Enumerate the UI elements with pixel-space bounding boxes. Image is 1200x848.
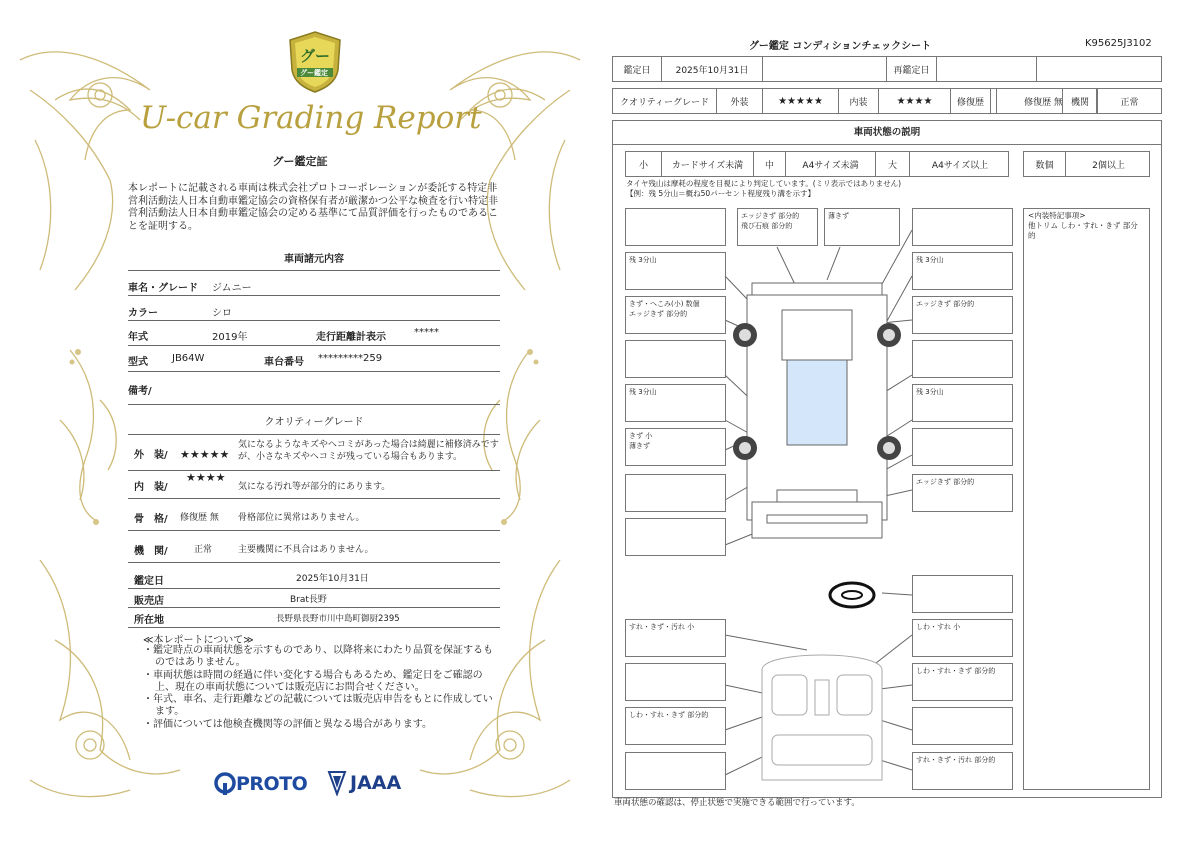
ext-stars: ★★★★★ xyxy=(763,89,839,113)
notes-title: ≪本レポートについて≫ xyxy=(143,635,254,646)
condition-box-tyre-fr: 残 3分山 xyxy=(912,252,1013,290)
spec-row-color: カラー シロ xyxy=(128,296,500,321)
proto-logo-icon xyxy=(214,772,236,796)
condition-box: エッジきず 部分的 xyxy=(912,296,1013,334)
note-item: ・車両状態は時間の経過に伴い変化する場合もあるため、鑑定日をご確認の上、現在の車両状態については販売店にお問合せください。 xyxy=(143,669,483,693)
date-row: 鑑定日 2025年10月31日 再鑑定日 xyxy=(612,56,1162,82)
interior-notes-box: <内装特記事項> 他トリム しわ・すれ・きず 部分的 xyxy=(1023,208,1150,790)
section-title: 車両状態の説明 xyxy=(853,127,921,138)
certificate-intro: 本レポートに記載される車両は株式会社プロトコーポレーションが委託する特定非営利活動法人日本自動車鑑定協会の資格保有者が厳潔かつ公平な検査を行い特定非営利活動法人日本自動車鑑定協会の定める基準にて品質評価を行ったものであることを証明する。 xyxy=(128,183,498,232)
condition-box xyxy=(625,518,726,556)
svg-text:グー: グー xyxy=(299,47,331,65)
grade-row-engine: 機 関/ 正常 主要機関に不具合はありません。 xyxy=(128,531,500,563)
sheet-footer: 車両状態の確認は、停止状態で実施できる範囲で行っています。 xyxy=(614,798,860,808)
sheet-title: グー鑑定 コンディションチェックシート xyxy=(748,41,932,52)
interior-box: すれ・きず・汚れ 小 xyxy=(625,619,726,657)
note-item: ・年式、車名、走行距離などの記載については販売店申告をもとに作成しています。 xyxy=(143,694,493,718)
condition-box: エッジきず 部分的 xyxy=(912,474,1013,512)
spec-row-model: 型式 JB64W 車台番号 *********259 xyxy=(128,346,500,372)
condition-box: きず 小 薄きず xyxy=(625,428,726,466)
condition-box xyxy=(625,474,726,512)
condition-box-tyre-rr: 残 3分山 xyxy=(912,384,1013,422)
interior-box: しわ・すれ・きず 部分的 xyxy=(912,663,1013,701)
info-row-dealer: 販売店 Brat長野 xyxy=(128,589,500,608)
spec-section-header: 車両諸元内容 xyxy=(284,254,344,265)
note-item: ・鑑定時点の車両状態を示すものであり、以降将来にわたり品質を保証するものではありません。 xyxy=(143,645,493,669)
proto-logo: PROTO xyxy=(236,773,308,795)
condition-box xyxy=(625,340,726,378)
certificate-subtitle: グー鑑定証 xyxy=(272,155,328,168)
grade-row-frame: 骨 格/ 修復歴 無 骨格部位に異常はありません。 xyxy=(128,499,500,531)
size-legend: 小 カードサイズ未満 中 A4サイズ未満 大 A4サイズ以上 xyxy=(625,151,1009,177)
interior-box: しわ・すれ・きず 部分的 xyxy=(625,707,726,745)
condition-box-tyre-rl: 残 3分山 xyxy=(625,384,726,422)
steering-wheel-icon xyxy=(830,583,874,607)
badge-label: グー鑑定 xyxy=(300,69,328,77)
quality-grade-header: クオリティーグレード xyxy=(264,417,364,428)
engine-value: 正常 xyxy=(1120,97,1139,108)
notes-list xyxy=(143,645,495,731)
interior-box xyxy=(625,663,726,701)
interior-box: しわ・すれ 小 xyxy=(912,619,1013,657)
interior-stars: ★★★★ xyxy=(186,471,226,484)
tyre-note: タイヤ残山は摩耗の程度を目視により判定しています。(ミリ表示ではありません) 【例：残 5分山＝概ね50パーセント程度残り溝を示す】 xyxy=(626,179,902,198)
goo-kantei-badge-icon xyxy=(286,30,344,94)
document-id: K95625J3102 xyxy=(1085,38,1152,49)
condition-box: 薄きず xyxy=(824,208,900,246)
int-stars: ★★★★ xyxy=(879,89,951,113)
interior-box xyxy=(625,752,726,790)
spec-row-name: 車名・グレード ジムニー xyxy=(128,271,500,296)
report-title: U-car Grading Report xyxy=(140,100,482,136)
interior-box xyxy=(912,707,1013,745)
note-item: ・評価については他検査機関等の評価と異なる場合があります。 xyxy=(143,718,432,730)
info-row-date: 鑑定日 2025年10月31日 xyxy=(128,563,500,589)
condition-box xyxy=(625,208,726,246)
date-value: 2025年10月31日 xyxy=(662,57,763,81)
condition-box-steering xyxy=(912,575,1013,613)
info-row-address: 所在地 長野県長野市川中島町御厨2395 xyxy=(128,608,500,628)
condition-box xyxy=(912,340,1013,378)
condition-box xyxy=(912,428,1013,466)
interior-box: すれ・きず・汚れ 部分的 xyxy=(912,752,1013,790)
condition-box: エッジきず 部分的 飛び石痕 部分的 xyxy=(737,208,818,246)
condition-box xyxy=(912,208,1013,246)
grade-row: クオリティーグレード 外装 ★★★★★ 内装 ★★★★ 修復歴 修復歴 無 xyxy=(612,88,1162,114)
jaaa-logo: JAAA xyxy=(350,772,402,794)
count-legend: 数個 2個以上 xyxy=(1023,151,1150,177)
condition-box: きず・へこみ(小) 数個 エッジきず 部分的 xyxy=(625,296,726,334)
jaaa-logo-icon xyxy=(327,770,347,796)
grade-row-exterior: 外 装/ ★★★★★ 気になるようなキズやヘコミがあった場合は綺麗に補修済みですが、小さなキズやヘコミが残っている場合もあります。 xyxy=(128,435,500,471)
exterior-stars: ★★★★★ xyxy=(180,448,230,461)
grade-row-interior: 内 装/ ★★★★ 気になる汚れ等が部分的にあります。 xyxy=(128,471,500,499)
condition-box-tyre-fl: 残 3分山 xyxy=(625,252,726,290)
spec-row-remarks: 備考/ xyxy=(128,372,500,405)
spec-row-year: 年式 2019年 走行距離計表示 ***** xyxy=(128,321,500,346)
